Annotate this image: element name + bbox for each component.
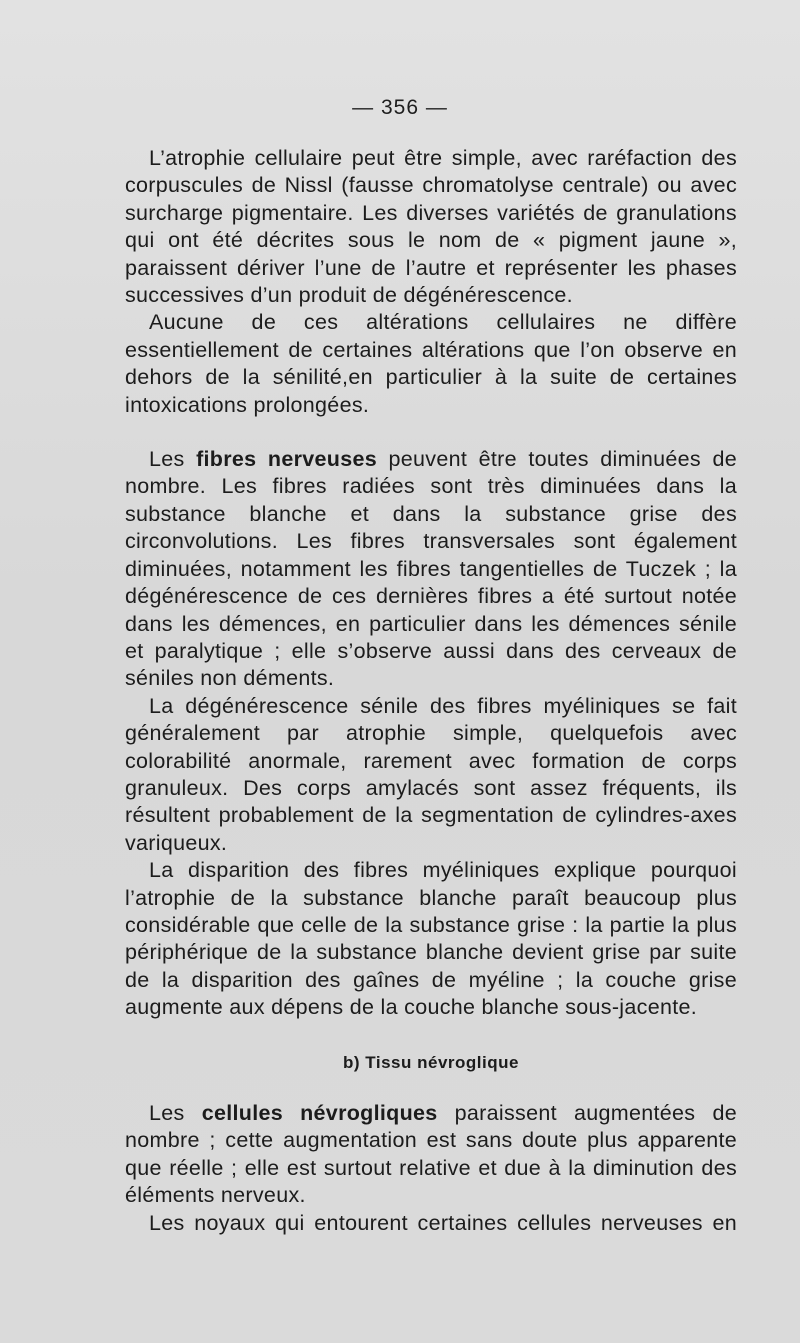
paragraph-degenerescence: La dégénérescence sénile des fibres myéliniques se fait généralement par atrophie simple, quelquefois avec colorabilité anormale, rarement avec formation de corps granuleux. Des corps amylacés sont assez fréquents, ils résultent probablement de la segmentation de cylindres-axes variqueux. [125, 693, 737, 855]
fibres-lead: Les [149, 447, 197, 472]
fibres-term: fibres nerveuses [196, 447, 378, 472]
paragraph-cellules-nevrogliques [125, 1100, 737, 1210]
cellules-lead: Les [149, 1101, 202, 1125]
paragraph-alterations: Aucune de ces altérations cellulaires ne diffère essentiellement de certaines altérations que l’on observe en dehors de la sénilité,en particulier à la suite de certaines intoxications prolongées. [125, 310, 737, 417]
paragraph-noyaux: Les noyaux qui entourent certaines cellules nerveuses en [149, 1210, 737, 1235]
cellules-rest: paraissent augmentées de nombre ; cette augmentation est sans doute plus apparente que réelle ; elle est surtout relative et due à la diminution des éléments nerveux. [125, 1101, 737, 1208]
body-text [125, 145, 737, 1237]
paragraph-fibres-nerveuses [125, 446, 737, 693]
paragraph-atrophie: L’atrophie cellulaire peut être simple, avec raréfaction des corpuscules de Nissl (fausse chromatolyse centrale) ou avec surcharge pigmentaire. Les diverses variétés de granulations qui ont été décrites sous le nom de « pigment jaune », paraissent dériver l’une de l’autre et représenter les phases successives d’un produit de dégénérescence. [125, 146, 737, 308]
section-subheading: b) Tissu névroglique [343, 1052, 519, 1072]
cellules-term: cellules névrogliques [201, 1101, 438, 1125]
page-number: — 356 — [352, 96, 448, 119]
paragraph-disparition: La disparition des fibres myéliniques explique pourquoi l’atrophie de la substance blanche paraît beaucoup plus considérable que celle de la substance grise : la partie la plus périphérique de la substance blanche devient grise par suite de la disparition des gaînes de myéline ; la couche grise augmente aux dépens de la couche blanche sous-jacente. [125, 858, 737, 1020]
fibres-rest: peuvent être toutes diminuées de nombre. Les fibres radiées sont très diminuées dans la substance blanche et dans la substance grise des circonvolutions. Les fibres transversales sont également diminuées, notamment les fibres tangentielles de Tuczek ; la dégénérescence de ces dernières fibres a été surtout notée dans les démences, en particulier dans les démences sénile et paralytique ; elle s’observe aussi dans des cerveaux de séniles non déments. [125, 447, 737, 691]
